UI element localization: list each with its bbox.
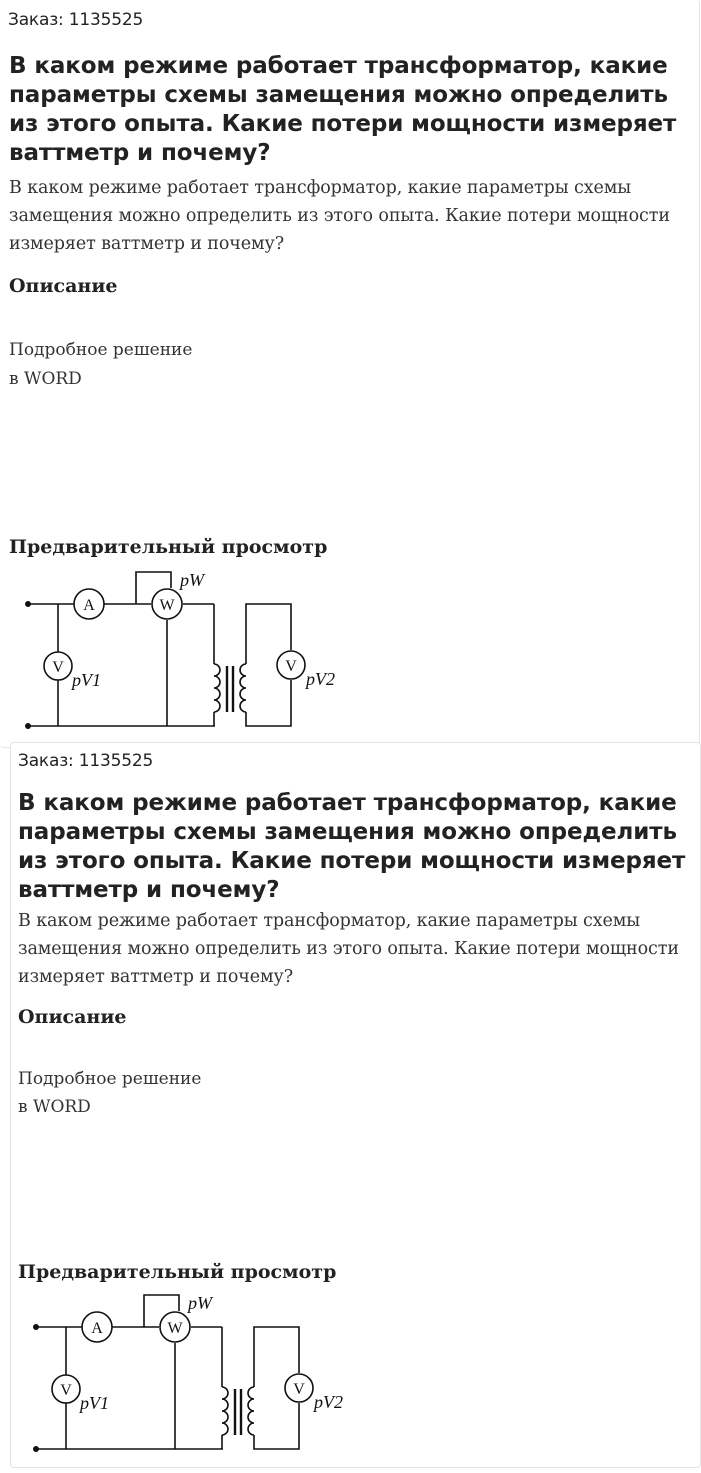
preview-heading: Предварительный просмотр [9, 536, 328, 558]
voltmeter-icon [277, 651, 305, 679]
svg-text:V: V [52, 659, 64, 676]
voltmeter2-label: pV2 [306, 669, 335, 689]
question-text: В каком режиме работает трансформатор, какие параметры схемы замещения можно определить из этого опыта. Какие потери мощности измеряет ваттметр и почему? [9, 178, 670, 254]
svg-text:W: W [159, 597, 175, 614]
terminal-dot [25, 723, 31, 729]
page-title: В каком режиме работает трансформатор, какие параметры схемы замещения можно определить из этого опыта. Какие потери мощности измеряет ваттметр и почему? [9, 53, 677, 166]
question-text: В каком режиме работает трансформатор, какие параметры схемы замещения можно определить из этого опыта. Какие потери мощности измеряет ваттметр и почему? [18, 911, 679, 987]
description-line: Подробное решение [18, 1069, 202, 1089]
product-card [10, 742, 701, 1468]
ammeter-icon [82, 1312, 112, 1342]
svg-text:A: A [83, 597, 95, 614]
order-number: Заказ: 1135525 [8, 10, 144, 30]
wattmeter-label: pW [188, 1293, 212, 1313]
svg-text:A: A [91, 1320, 103, 1337]
terminal-dot [33, 1446, 39, 1452]
terminal-dot [33, 1324, 39, 1330]
wattmeter-icon [160, 1312, 190, 1342]
description-heading: Описание [18, 1006, 127, 1028]
voltmeter-icon [285, 1374, 313, 1402]
svg-text:W: W [167, 1320, 183, 1337]
ammeter-icon [74, 589, 104, 619]
circuit-diagram [26, 1291, 366, 1461]
order-number: Заказ: 1135525 [18, 751, 154, 771]
description-line: в WORD [18, 1097, 91, 1117]
terminal-dot [25, 601, 31, 607]
page-title: В каком режиме работает трансформатор, какие параметры схемы замещения можно определить из этого опыта. Какие потери мощности измеряет ваттметр и почему? [18, 790, 686, 903]
description-line: Подробное решение [9, 340, 193, 360]
wattmeter-label: pW [180, 570, 204, 590]
voltmeter-icon [44, 652, 72, 680]
description-line: в WORD [9, 369, 82, 389]
preview-heading: Предварительный просмотр [18, 1261, 337, 1283]
svg-text:V: V [60, 1382, 72, 1399]
voltmeter1-label: pV1 [80, 1393, 109, 1413]
description-heading: Описание [9, 275, 118, 297]
voltmeter2-label: pV2 [314, 1392, 343, 1412]
svg-text:V: V [293, 1381, 305, 1398]
circuit-diagram [18, 568, 358, 738]
voltmeter-icon [52, 1375, 80, 1403]
voltmeter1-label: pV1 [72, 670, 101, 690]
svg-text:V: V [285, 658, 297, 675]
wattmeter-icon [152, 589, 182, 619]
